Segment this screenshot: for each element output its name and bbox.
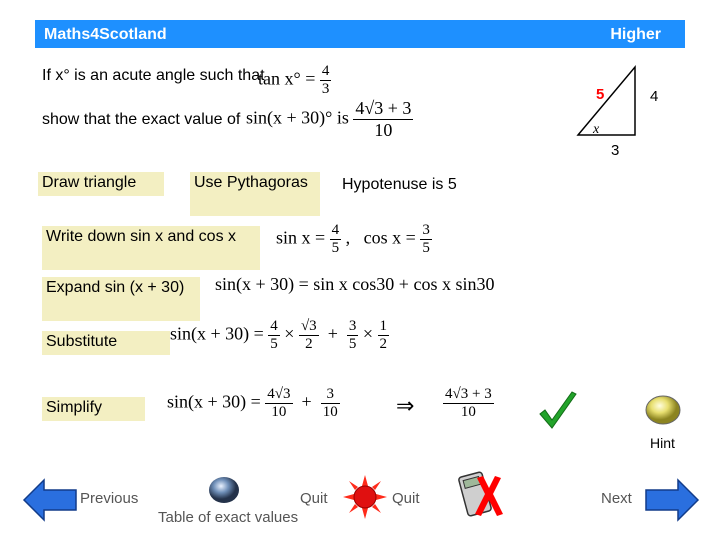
next-label[interactable]: Next (601, 490, 632, 507)
site-title: Maths4Scotland (44, 26, 167, 43)
final-fraction (443, 386, 494, 421)
step-simplify[interactable] (42, 397, 145, 421)
sub-c-den: 5 (348, 336, 357, 352)
equals-sign: = (305, 68, 316, 89)
sin-x-num: 4 (331, 222, 340, 238)
step-expand[interactable] (42, 277, 200, 321)
sub-frac-a (268, 318, 280, 353)
simplify-equation: sin(x + 30) = $\frac{4√3}{10}$ + $\frac{3}{10}$ (167, 386, 338, 420)
sub-a-num: 4 (270, 318, 278, 334)
sin-x-fraction (330, 222, 342, 257)
hypotenuse-result: Hypotenuse is 5 (342, 176, 457, 193)
sub-frac-d (378, 318, 390, 353)
sub-frac-c (347, 318, 359, 353)
tan-expression: tan x° (258, 68, 301, 89)
step-write-sin-cos[interactable] (42, 226, 260, 270)
sin-x-eq: sin x = (276, 227, 326, 248)
sub-a-den: 5 (270, 336, 278, 352)
expansion-equation: sin(x + 30) = sin x cos30 + cos x sin30 (215, 274, 495, 294)
previous-label[interactable]: Previous (80, 490, 139, 507)
simp-b-num: 3 (326, 386, 334, 402)
final-den: 10 (443, 403, 494, 421)
step-draw-label: Draw triangle (42, 174, 137, 191)
simp-frac-b (321, 386, 340, 421)
adjacent-label: 3 (611, 142, 620, 159)
sub-c-num: 3 (348, 318, 357, 334)
sin-x-den: 5 (331, 240, 340, 256)
simp-lhs: sin(x + 30) = (167, 391, 261, 412)
triangle-shape (578, 67, 635, 135)
table-exact-values-link[interactable]: Table of exact values (158, 509, 299, 526)
step-substitute-label: Substitute (46, 333, 118, 350)
sin-expression: sin(x + 30)° (246, 107, 333, 128)
final-result (443, 386, 494, 421)
sub-d-num: 1 (379, 318, 387, 334)
answer-fraction (353, 98, 413, 141)
simp-b-den: 10 (322, 404, 338, 420)
hypotenuse-label: 5 (596, 86, 605, 103)
is-word: is (336, 107, 349, 128)
step-simplify-label: Simplify (46, 399, 103, 416)
previous-arrow-icon[interactable] (22, 478, 78, 522)
tan-denominator: 3 (321, 81, 330, 97)
step-expand-label: Expand sin (x + 30) (46, 279, 185, 296)
step-use-pythagoras[interactable] (190, 172, 320, 216)
step-draw-triangle[interactable] (38, 172, 164, 196)
hint-label[interactable]: Hint (650, 435, 675, 451)
sub-b-num: √3 (300, 318, 317, 334)
level-label: Higher (610, 26, 661, 43)
tan-equation (258, 63, 331, 98)
step-write-label: Write down sin x and cos x (46, 228, 237, 245)
cos-x-fraction (420, 222, 432, 257)
tan-numerator: 4 (321, 63, 330, 79)
simp-frac-a (265, 386, 292, 421)
sub-d-den: 2 (379, 336, 387, 352)
cos-x-den: 5 (422, 240, 430, 256)
step-substitute[interactable] (42, 331, 170, 355)
simp-a-den: 10 (265, 403, 292, 421)
next-arrow-icon[interactable] (644, 478, 700, 522)
final-num: 4√3 + 3 (445, 386, 492, 402)
header-bar (35, 20, 685, 48)
cos-x-eq: cos x = (363, 227, 416, 248)
sub-lhs: sin(x + 30) = (170, 323, 264, 344)
question-text-1: If x° is an acute angle such that (42, 67, 265, 84)
opposite-label: 4 (650, 88, 659, 105)
check-icon (536, 390, 580, 434)
triangle-diagram (570, 55, 680, 165)
substitution-equation: sin(x + 30) = $\frac{4}{5}$ × $\frac{√3}{2}$ + $\frac{3}{5}$ × $\frac{1}{2}$ (170, 318, 387, 352)
implies-arrow: ⇒ (396, 393, 415, 418)
tan-fraction (320, 63, 332, 98)
question-line-2 (42, 111, 240, 129)
answer-denominator: 10 (353, 119, 413, 141)
question-line-1 (42, 67, 265, 85)
quit-label-2[interactable]: Quit (392, 490, 420, 507)
sin-question-equation (246, 98, 413, 141)
sub-frac-b (299, 318, 319, 353)
sin-cos-equations: sin x = $\frac{4}{5}$ , cos x = $\frac{3}{5}$ (276, 222, 430, 256)
question-text-2: show that the exact value of (42, 111, 241, 128)
answer-numerator: 4√3 + 3 (355, 98, 412, 118)
quit-sun-icon[interactable] (342, 474, 388, 520)
angle-label: x (593, 122, 600, 137)
table-ball-icon[interactable] (206, 474, 242, 506)
quit-label-1[interactable]: Quit (300, 490, 328, 507)
step-pythagoras-label: Use Pythagoras (194, 174, 308, 191)
simp-a-num: 4√3 (267, 386, 291, 402)
calculator-cross-icon[interactable] (455, 470, 505, 522)
cos-x-num: 3 (422, 222, 430, 238)
sub-b-den: 2 (299, 335, 319, 353)
hint-button-icon[interactable] (643, 392, 683, 428)
